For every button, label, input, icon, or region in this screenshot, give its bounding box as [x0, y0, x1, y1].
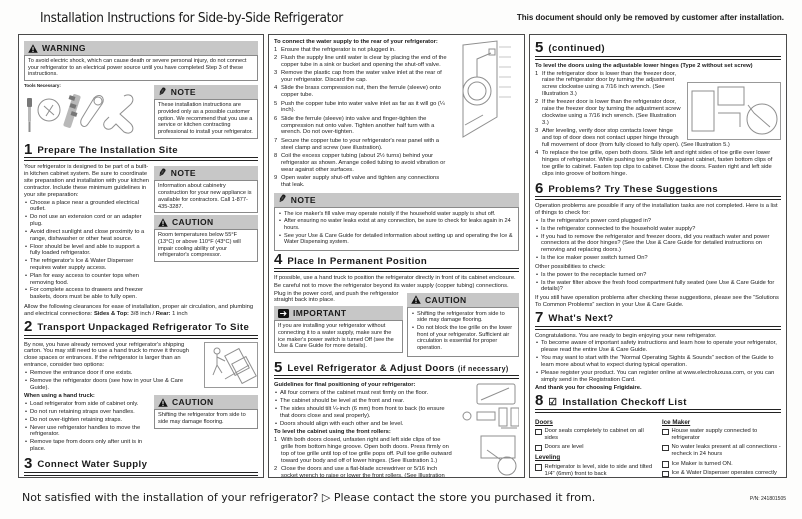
list-item: • If you had to remove the refrigerator and freezer doors, did you reattach water and power connectors at the door hinges? (See the Use & Care Guide for detailed instructions on removing and replacing doors.): [535, 234, 781, 254]
checklist-item: [662, 428, 781, 442]
step-item: Remove the plastic cap from the water valve inlet at the rear of your refrigerator. Discard the cap.: [281, 70, 442, 84]
section-divider: [535, 326, 781, 330]
s5-guidelines-list: [274, 390, 453, 427]
list-item: • After ensuring no water leaks exist at any connection, be sure to check for leaks again in 24 hours.: [278, 218, 515, 231]
list-item: • Plan for easy access to counter tops when removing food.: [24, 273, 150, 287]
section-3-header: [24, 454, 258, 472]
clearance-note: [24, 304, 258, 318]
part-number: P/N: 241801505: [749, 496, 786, 502]
clearance-rear-label: Rear:: [155, 310, 171, 317]
caution-box-toegrille: [407, 293, 519, 357]
pen-icon: ✎: [157, 85, 168, 99]
list-item: • The ice maker's fill valve may operate noisily if the household water supply is shut off.: [278, 211, 515, 218]
list-item: • Remove the entrance door if one exists.: [24, 370, 200, 377]
s2-options-list: [24, 370, 200, 391]
checklist-doors-items: [535, 428, 654, 451]
list-item: • Floor should be level and able to support a fully loaded refrigerator.: [24, 244, 150, 258]
pen-icon: ✎: [277, 193, 288, 206]
checklist-item: [535, 444, 654, 451]
step-item: After leveling, verify door stop contacts lower hinge and top of door does not contact upper hinge through full movement of door (from fully closed to fully open). (See Illustration 5.): [542, 128, 730, 148]
section-divider: [24, 157, 258, 161]
list-item: • Do not over-tighten retaining straps.: [24, 417, 150, 424]
s1-bullet-list: [24, 200, 150, 302]
s4-paragraph-3: Plug in the power cord, and push the refrigerator straight back into place.: [274, 290, 399, 304]
column-middle: [268, 34, 525, 478]
s5-rollers-steps: [274, 437, 453, 478]
list-item: • Doors should align with each other and be level.: [274, 421, 453, 428]
step-item: Slide the ferrule (sleeve) into valve and finger-tighten the compression nut onto valve. Tighten another half turn with a wrench. Do not over-tighten.: [281, 115, 435, 136]
s5c-steps: [535, 71, 781, 178]
checklist-item-label: Door seals completely to cabinet on all sides: [544, 428, 644, 442]
note-box-cabinetry: [154, 166, 258, 213]
warning-box: [24, 41, 258, 81]
section-2-header: [24, 317, 258, 335]
checklist-item-label: House water supply connected to refrigerator: [671, 428, 758, 442]
arrow-icon: [278, 309, 289, 318]
step-item: Ensure that the refrigerator is not plugged in.: [281, 46, 396, 53]
list-item: • See your Use & Care Guide for detailed information about setting up and operating the Ice & Water Dispensing system.: [278, 233, 515, 246]
warning-label: WARNING: [42, 43, 86, 53]
caution-toegrille-body: [407, 307, 519, 357]
section-5-number: 5: [274, 358, 283, 376]
section-divider: [535, 56, 781, 60]
step-item: If the freezer door is lower than the refrigerator door, raise the freezer door by turning the adjustment screw clockwise using a 7/16 inch wrench. (See Illustration 3.): [542, 99, 681, 126]
list-item: • Shifting the refrigerator from side to side may damage flooring.: [411, 311, 515, 324]
list-item: • Remove the refrigerator doors (see how in your Use & Care Guide).: [24, 378, 200, 392]
list-item: • Is the refrigerator connected to the household water supply?: [535, 226, 781, 233]
section-divider: [274, 268, 519, 272]
tools-illustration: [24, 88, 152, 140]
checklist-item: [662, 461, 781, 468]
checklist-group-icemaker: Ice Maker: [662, 418, 691, 426]
s2-subheading: When using a hand truck:: [24, 393, 95, 400]
removal-notice: This document should only be removed by customer after installation.: [516, 13, 784, 22]
section-5-title-text: Level Refrigerator & Adjust Doors: [287, 363, 455, 375]
column-right: [529, 34, 787, 478]
list-item: • Avoid direct sunlight and close proximity to a range, dishwasher or other heat source.: [24, 229, 150, 243]
section-6-number: 6: [535, 179, 544, 197]
note-watersystem-list: [278, 211, 515, 247]
section-1-number: 1: [24, 140, 33, 158]
list-item: • Do not use an extension cord or an adapter plug.: [24, 214, 150, 228]
step-item: If the refrigerator door is lower than the freezer door, raise the refrigerator door by turning the adjustment screw clockwise using a 7/16 inch wrench. (See Illustration 3.): [542, 70, 677, 98]
list-item: • Is the water filter above the fresh food compartment fully seated (see Use & Care Guide for details)?: [535, 280, 781, 294]
s2-handtruck-list: [24, 401, 150, 453]
caution-label: CAUTION: [172, 397, 214, 408]
note-box-header: [274, 193, 519, 207]
s6-check-list: [535, 218, 781, 262]
caution-box-flooring: [154, 395, 258, 453]
list-item: • Is the ice maker power switch turned On?: [535, 255, 781, 262]
caution-box-header: [407, 293, 519, 307]
list-item: • For complete access to drawers and freezer baskets, doors must be able to fully open.: [24, 287, 150, 301]
s5-rollers-heading: To level the cabinet using the front rollers:: [274, 429, 391, 436]
section-1-header: [24, 140, 258, 158]
section-6-title: Problems? Try These Suggestions: [548, 183, 719, 195]
checklist-item-label: Ice Maker is turned ON.: [671, 460, 733, 467]
checkbox-icon[interactable]: [662, 461, 669, 468]
section-7-title: What's Next?: [548, 313, 614, 325]
important-box: [274, 306, 403, 353]
s5-guidelines-heading: Guidelines for final positioning of your refrigerator:: [274, 382, 416, 389]
footer-question: Not satisfied with the installation of your refrigerator? ▷ Please contact the store you purchased it from.: [22, 491, 596, 504]
caution-temperature-text: Room temperatures below 55°F (13°C) or above 110°F (43°C) will impair cooling ability of your refrigerator's compressor.: [154, 229, 258, 262]
checked-checkbox-icon: ☑: [548, 396, 558, 408]
list-item: • Please register your product. You can register online at www.electroluxusa.com, or you can simply send in the Registration Card.: [535, 370, 781, 384]
note-box-watersystem: [274, 193, 519, 252]
checklist-item-label: Refrigerator is level, side to side and tilted 1/4" (6mm) front to back: [544, 463, 653, 477]
warning-box-header: [24, 41, 258, 55]
note-cabinetry-text: Information about cabinetry construction for your new appliance is available for contractors. Call 1-877-435-3287.: [154, 180, 258, 213]
caution-box-header: [154, 395, 258, 409]
section-7-number: 7: [535, 308, 544, 326]
caution-label: CAUTION: [425, 294, 467, 305]
caution-box-header: [154, 215, 258, 229]
section-divider: [24, 335, 258, 339]
checkbox-icon[interactable]: [535, 429, 542, 436]
section-divider: [535, 409, 781, 413]
section-1-title: Prepare The Installation Site: [37, 145, 178, 157]
checklist-item: [535, 428, 654, 442]
checklist-leveling-items: [535, 464, 654, 478]
section-2-number: 2: [24, 317, 33, 335]
step-item: Slide the brass compression nut, then the ferrule (sleeve) onto copper tube.: [281, 85, 441, 99]
connect-heading: To connect the water supply to the rear of your refrigerator:: [274, 39, 438, 45]
s6-outro: If you still have operation problems after checking these suggestions, please see the “Solutions To Common Problems” section in your Use & Care Guide.: [535, 295, 779, 309]
section-3-title: Connect Water Supply: [37, 459, 148, 471]
page-title: Installation Instructions for Side-by-Side Refrigerator: [40, 10, 343, 26]
list-item: • Remove tape from doors only after unit is in place.: [24, 439, 150, 453]
section-divider: [274, 375, 519, 379]
important-text: If you are installing your refrigerator without connecting it to a water supply, make sure the ice maker's power switch is turned Off (see the Use & Care Guide for more details).: [274, 320, 403, 353]
section-4-title: Place In Permanent Position: [287, 255, 428, 267]
list-item: • Is the refrigerator's power cord plugged in?: [535, 218, 781, 225]
step-item: Coil the excess copper tubing (about 2½ turns) behind your refrigerator as shown. Arrange coiled tubing to avoid vibration or wear against other surfaces.: [281, 152, 446, 173]
section-8-title: Installation Checkoff List: [562, 396, 687, 408]
warning-icon: [158, 398, 168, 407]
checkbox-icon[interactable]: [535, 464, 542, 471]
clearance-sides-value: 3/8 inch /: [128, 310, 156, 317]
important-label: IMPORTANT: [293, 308, 347, 319]
checklist-group-leveling: Leveling: [535, 454, 561, 462]
s6-intro: Operation problems are possible if any of the installation tasks are not completed. Here is a list of things to check for:: [535, 203, 778, 217]
checkbox-icon[interactable]: [662, 445, 669, 452]
caution-toegrille-list: [411, 311, 515, 352]
section-5-header: [274, 358, 519, 376]
checkbox-icon[interactable]: [535, 445, 542, 452]
section-6-header: [535, 179, 781, 197]
s6-other-list: [535, 272, 781, 293]
s6-subheading: Other possibilities to check:: [535, 263, 606, 270]
list-item: • Load refrigerator from side of cabinet only.: [24, 401, 150, 408]
step-item: Push the copper tube into water valve inlet as far as it will go (¼ inch).: [281, 100, 445, 114]
s7-next-list: [535, 340, 781, 383]
note-watersystem-body: [274, 207, 519, 252]
note-label: NOTE: [170, 87, 196, 98]
s5c-type2-heading: To level the doors using the adjustable lower hinges (Type 2 without set screw): [535, 62, 753, 69]
list-item: • Do not block the toe grille on the lower front of your refrigerator. Sufficient air circulation is essential for proper operation.: [411, 325, 515, 352]
step-item: Flush the supply line until water is clear by placing the end of the copper tube in a sink or bucket and opening the shut-off valve.: [281, 55, 447, 68]
warning-icon: [158, 218, 168, 227]
s1-intro: Your refrigerator is designed to be part of a built-in kitchen cabinet system. Be sure to coordinate site preparation and installation with your kitchen contractor. Include these minimum guidelines in your site preparation:: [24, 164, 150, 198]
list-item: • All four corners of the cabinet must rest firmly on the floor.: [274, 390, 453, 397]
note-label: NOTE: [170, 168, 196, 179]
clearance-text: Allow the following clearances for ease of installation, proper air circulation, and plumbing and electrical connections:: [24, 304, 254, 317]
clearance-rear-value: 1 inch: [170, 310, 188, 317]
section-divider: [535, 196, 781, 200]
list-item: • The cabinet should be level at the front and rear.: [274, 398, 453, 405]
checklist-item-label: No water leaks present at all connections - recheck in 24 hours: [671, 444, 781, 458]
step-item: With both doors closed, unfasten right and left side clips of toe grille from bottom hinge groove. Open both doors. Press firmly on top of toe grille until top of toe grille pops off. Pull toe grille outward toward your body and off of lower hinges. (See Illustration 1.): [281, 437, 452, 464]
section-5cont-title: (continued): [548, 43, 605, 55]
checklist-item: [662, 470, 781, 477]
tools-figure: [24, 83, 150, 141]
section-5cont-header: [535, 39, 781, 56]
checklist-icemaker-items: [662, 428, 781, 478]
checklist-item: [662, 444, 781, 458]
section-5-title-suffix: (if necessary): [457, 366, 509, 374]
list-item: • Choose a place near a grounded electrical outlet.: [24, 200, 150, 214]
warning-icon: [411, 295, 421, 304]
s2-intro: By now, you have already removed your refrigerator's shipping carton. You may still need to use a hand truck to move it through close spaces or entrances. If the refrigerator is larger than an entrance, consider two options:: [24, 341, 189, 369]
warning-icon: [28, 44, 38, 53]
warning-text: To avoid electric shock, which can cause death or severe personal injury, do not connect your refrigerator to an electrical power source until you have completed Step 3 of these instructions.: [24, 55, 258, 81]
section-8-number: 8: [535, 392, 544, 410]
list-item: • The refrigerator's Ice & Water Dispenser requires water supply access.: [24, 258, 150, 272]
column-left: [18, 34, 264, 478]
section-4-header: [274, 251, 519, 269]
list-item: • To become aware of important safety instructions and learn how to operate your refrigerator, please read the entire Use & Care Guide.: [535, 340, 781, 354]
note-box-instructions: [154, 85, 258, 139]
checkbox-icon[interactable]: [662, 429, 669, 436]
pen-icon: ✎: [157, 167, 168, 180]
s4-paragraph-1: If possible, use a hand truck to position the refrigerator directly in front of its cabinet enclosure.: [274, 274, 516, 281]
caution-label: CAUTION: [172, 217, 214, 228]
list-item: • Do not run retaining straps over handles.: [24, 409, 150, 416]
step-item: Open water supply shut-off valve and tighten any connections that leak.: [281, 174, 440, 188]
list-item: • Is the power to the receptacle turned on?: [535, 272, 781, 279]
note-label: NOTE: [290, 194, 316, 205]
section-4-number: 4: [274, 251, 283, 269]
s4-paragraph-2: Be careful not to move the refrigerator beyond its water supply (copper tubing) connections.: [274, 282, 509, 289]
step-item: To replace the toe grille, open both doors. Slide left and right sides of toe grille over lower hinges of refrigerator. While pushing toe grille firmly against cabinet, fasten bottom clips of toe grille to cabinet. Fasten top clips to cabinet. Close the doors. Fasten right and left side clips into groove of bottom hinge.: [542, 150, 773, 177]
list-item: • Never use refrigerator handles to move the refrigerator.: [24, 425, 150, 439]
important-box-header: [274, 306, 403, 320]
section-8-header: [535, 392, 781, 410]
leveling-illustrations: [457, 382, 519, 478]
tools-caption: Tools Necessary:: [24, 83, 61, 89]
connect-steps-list: [274, 47, 449, 189]
section-3-number: 3: [24, 454, 33, 472]
checklist-item-label: Ice & Water Dispenser operates correctly: [671, 470, 777, 477]
note-box-header: [154, 85, 258, 99]
list-item: • The sides should tilt ¼-inch (6 mm) from front to back (to ensure that doors close and seal properly).: [274, 406, 453, 420]
checklist-item-label: Doors are level: [544, 444, 584, 451]
list-item: • You may want to start with the “Normal Operating Sights & Sounds” section of the Guide to learn more about what to expect during typical operation.: [535, 355, 781, 369]
hand-truck-illustration: [204, 342, 258, 388]
step-item: Secure the copper tube to your refrigerator's rear panel with a steel clamp and screw (see illustration).: [281, 137, 440, 151]
caution-box-temperature: [154, 215, 258, 262]
caution-flooring-text: Shifting the refrigerator from side to side may damage flooring.: [154, 409, 258, 428]
rear-connection-diagram: [453, 39, 519, 143]
section-2-title: Transport Unpackaged Refrigerator To Site: [37, 322, 250, 334]
s7-intro: Congratulations. You are ready to begin enjoying your new refrigerator.: [535, 332, 717, 339]
checkbox-icon[interactable]: [662, 471, 669, 478]
s7-thanks: And thank you for choosing Frigidaire.: [535, 385, 642, 392]
section-7-header: [535, 308, 781, 326]
section-5cont-number: 5: [535, 39, 544, 56]
note-text: These installation instructions are provided only as a possible customer option. We recommend that you use a service or kitchen contracting professional to install your refrigerator.: [154, 99, 258, 139]
step-item: Close the doors and use a flat-blade screwdriver or 5/16 inch socket wrench to raise or lower the front rollers. (See Illustration: [281, 466, 445, 478]
section-divider: [24, 472, 258, 476]
section-5-title: [287, 363, 508, 374]
note-box-header: [154, 166, 258, 180]
checklist-item: [535, 464, 654, 478]
clearance-sides-label: Sides & Top:: [93, 310, 129, 317]
checklist-group-doors: Doors: [535, 418, 553, 426]
checkoff-list: [535, 416, 781, 478]
